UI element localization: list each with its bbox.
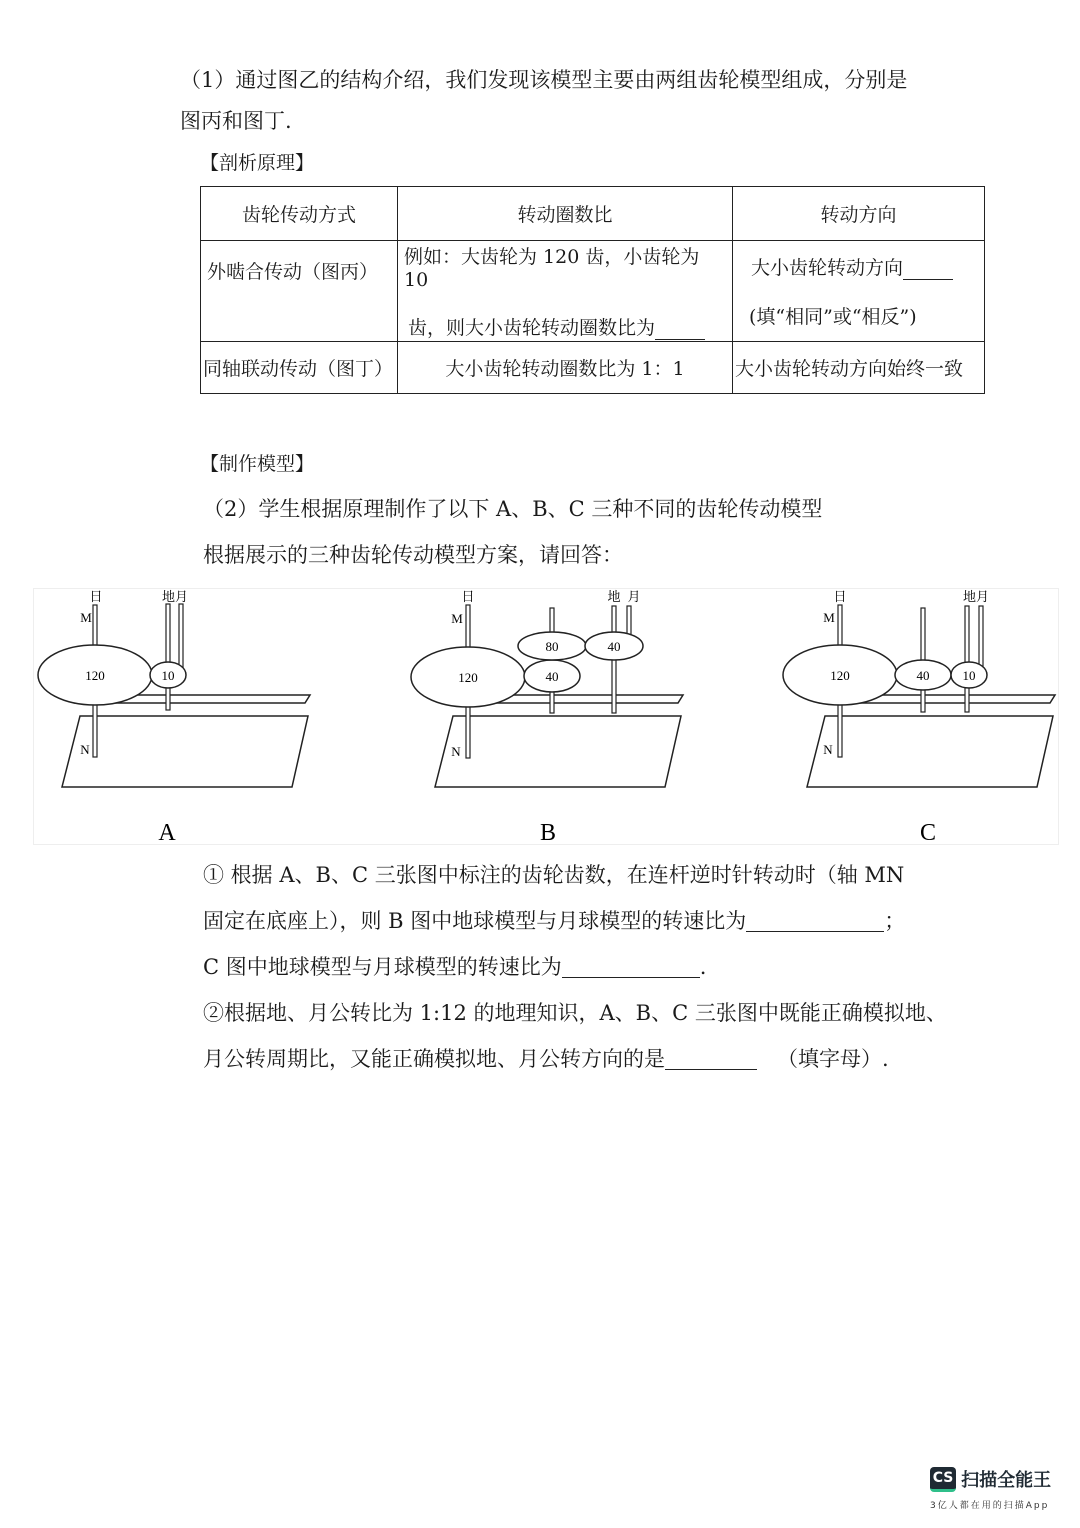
q1-line1: （1）通过图乙的结构介绍，我们发现该模型主要由两组齿轮模型组成，分别是	[180, 68, 908, 92]
principle-table	[200, 186, 985, 394]
panel-c-label: C	[919, 820, 937, 846]
gear-teeth-label: 10	[962, 668, 976, 683]
label-m: M	[823, 610, 835, 625]
question1-line2-text: 固定在底座上），则 B 图中地球模型与月球模型的转速比为	[203, 909, 747, 933]
row1-ratio-line1: 例如：大齿轮为 120 齿，小齿轮为 10	[404, 246, 700, 291]
row1-ratio	[398, 241, 733, 342]
row2-ratio: 大小齿轮转动圈数比为 1：1	[398, 342, 733, 394]
gear-teeth-label: 120	[85, 668, 105, 683]
gear-teeth-label: 80	[545, 639, 559, 654]
table-row	[201, 342, 985, 394]
gear-teeth-label: 120	[830, 668, 850, 683]
label-n: N	[80, 742, 90, 757]
question2-line1: ②根据地、月公转比为 1:12 的地理知识，A、B、C 三张图中既能正确模拟地、	[203, 1001, 947, 1025]
table-row	[201, 241, 985, 342]
gear-teeth-label: 40	[545, 669, 559, 684]
question1-line2	[203, 911, 905, 932]
gear-teeth-label: 40	[916, 668, 930, 683]
panel-b-label: B	[539, 820, 557, 846]
axis-rod	[166, 604, 170, 710]
q2-line1: （2）学生根据原理制作了以下 A、B、C 三种不同的齿轮传动模型	[203, 497, 823, 521]
row1-direction	[733, 241, 985, 342]
sun-label: 日	[833, 589, 847, 604]
watermark-brand: 扫描全能王	[961, 1470, 1052, 1491]
answer-blank[interactable]	[903, 279, 953, 280]
axis-rod	[965, 606, 969, 712]
header-direction: 转动方向	[733, 187, 985, 241]
label-n: N	[451, 744, 461, 759]
q1-line2: 图丙和图丁.	[180, 109, 292, 133]
question2-line2-end: （填字母）.	[777, 1047, 889, 1071]
base-plate	[435, 716, 681, 787]
row1-method: 外啮合传动（图丙）	[201, 241, 398, 342]
label-n: N	[823, 742, 833, 757]
earth-label: 地	[607, 589, 621, 604]
camscanner-watermark	[930, 1466, 1051, 1511]
row2-method: 同轴联动传动（图丁）	[201, 342, 398, 394]
question1-line3-end: .	[699, 955, 707, 979]
question1-line3-text: C 图中地球模型与月球模型的转速比为	[203, 955, 562, 979]
question2-line2-text: 月公转周期比，又能正确模拟地、月公转方向的是	[203, 1047, 665, 1071]
answer-blank-c[interactable]	[562, 977, 700, 978]
answer-blank-b[interactable]	[746, 931, 884, 932]
label-m: M	[451, 611, 463, 626]
row2-direction: 大小齿轮转动方向始终一致	[733, 342, 985, 394]
label-m: M	[80, 610, 92, 625]
earth-moon-label: 地月	[962, 589, 990, 604]
sun-label: 日	[89, 589, 103, 604]
row1-direction-line1: 大小齿轮转动方向	[751, 257, 904, 279]
watermark-tagline: 3亿人都在用的扫描App	[930, 1501, 1050, 1511]
gear-models-diagram	[0, 580, 1080, 850]
q2-line2: 根据展示的三种齿轮传动模型方案，请回答：	[203, 543, 623, 567]
row1-direction-line2: (填“相同”或“相反”)	[749, 306, 917, 328]
section-model-heading: 【制作模型】	[200, 453, 315, 475]
question2-line2	[203, 1049, 889, 1070]
answer-blank[interactable]	[655, 339, 705, 340]
sun-label: 日	[461, 589, 475, 604]
base-plate	[62, 716, 308, 787]
question1-line3	[203, 957, 706, 978]
gear-teeth-label: 40	[607, 639, 621, 654]
moon-label: 月	[627, 589, 641, 604]
section-analysis-heading: 【剖析原理】	[200, 152, 315, 174]
gear-teeth-label: 10	[161, 668, 175, 683]
table-header-row	[201, 187, 985, 241]
answer-blank-letter[interactable]	[665, 1069, 757, 1070]
earth-moon-label: 地月	[161, 589, 189, 604]
gear-teeth-label: 120	[458, 670, 478, 685]
panel-a-label: A	[158, 820, 176, 846]
header-method: 齿轮传动方式	[201, 187, 398, 241]
question1-line2-end: ；	[884, 909, 906, 933]
question1-line1: ① 根据 A、B、C 三张图中标注的齿轮齿数，在连杆逆时针转动时（轴 MN	[203, 863, 905, 887]
header-ratio: 转动圈数比	[398, 187, 733, 241]
camscanner-logo-icon: CS	[930, 1467, 956, 1492]
base-plate	[807, 716, 1053, 787]
row1-ratio-line2: 齿，则大小齿轮转动圈数比为	[408, 317, 656, 339]
